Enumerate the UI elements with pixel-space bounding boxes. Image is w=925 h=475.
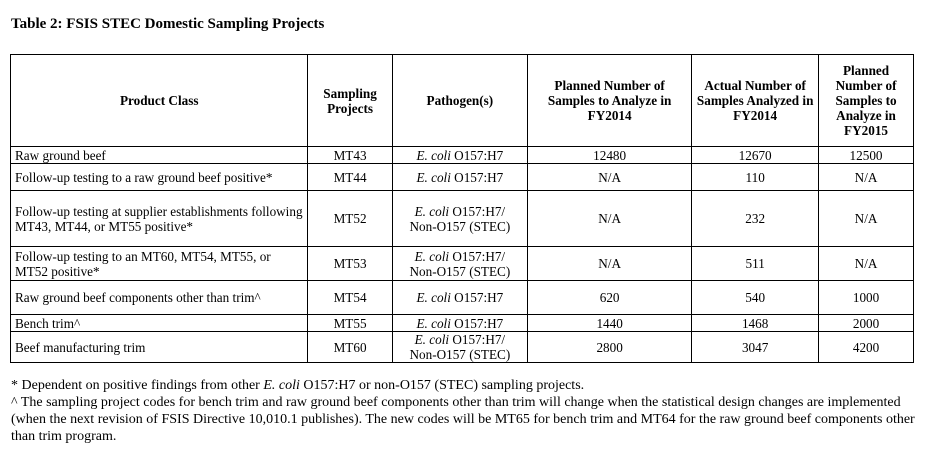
pathogen-italic: E. coli — [416, 315, 451, 331]
header-planned-fy2014: Planned Number of Samples to Analyze in FY2014 — [528, 55, 692, 147]
cell-actual-fy2014: 12670 — [692, 147, 819, 164]
footnote-1-italic: E. coli — [263, 378, 300, 393]
cell-actual-fy2014: 511 — [692, 247, 819, 281]
pathogen-rest: O157:H7 — [450, 290, 504, 305]
pathogen-rest: O157:H7/ — [449, 248, 506, 264]
cell-pathogen — [392, 281, 527, 315]
pathogen-italic: E. coli — [416, 147, 451, 163]
pathogen-italic: E. coli — [414, 203, 450, 219]
cell-pathogen — [392, 147, 527, 164]
cell-product-class: Raw ground beef components other than trim^ — [11, 281, 308, 315]
cell-planned-fy2015: N/A — [819, 191, 914, 247]
cell-sampling-project: MT60 — [308, 332, 392, 363]
pathogen-rest: O157:H7 — [450, 315, 504, 331]
cell-planned-fy2015: N/A — [819, 247, 914, 281]
pathogen-rest: O157:H7 — [450, 147, 504, 163]
cell-product-class: Follow-up testing to a raw ground beef positive* — [11, 164, 308, 191]
table-row — [11, 164, 914, 191]
pathogen-italic: E. coli — [416, 169, 451, 185]
cell-planned-fy2014: 2800 — [528, 332, 692, 363]
cell-planned-fy2015: N/A — [819, 164, 914, 191]
table-row — [11, 191, 914, 247]
footnote-1-prefix: * Dependent on positive findings from other — [11, 378, 264, 393]
cell-planned-fy2015: 1000 — [819, 281, 914, 315]
cell-actual-fy2014: 540 — [692, 281, 819, 315]
cell-sampling-project: MT54 — [308, 281, 392, 315]
header-sampling-projects: Sampling Projects — [308, 55, 392, 147]
cell-actual-fy2014: 232 — [692, 191, 819, 247]
cell-planned-fy2014: N/A — [528, 164, 692, 191]
stec-sampling-table — [10, 54, 914, 363]
pathogen-italic: E. coli — [416, 290, 451, 305]
pathogen-line2: Non-O157 (STEC) — [409, 263, 511, 279]
table-row — [11, 281, 914, 315]
cell-planned-fy2015: 4200 — [819, 332, 914, 363]
cell-sampling-project: MT53 — [308, 247, 392, 281]
pathogen-italic: E. coli — [414, 248, 450, 264]
pathogen-rest: O157:H7 — [450, 169, 504, 185]
header-pathogen: Pathogen(s) — [392, 55, 527, 147]
cell-planned-fy2014: 1440 — [528, 315, 692, 332]
cell-actual-fy2014: 1468 — [692, 315, 819, 332]
table-row — [11, 247, 914, 281]
footnote-project-codes: ^ The sampling project codes for bench trim and raw ground beef components other than trim will change when the statistical design changes are implemented (when the next revision of FSIS Directive 10,010.1 publishes). The new codes will be MT65 for bench trim and MT64 for the raw ground beef components other than trim program. — [11, 395, 915, 444]
cell-product-class: Bench trim^ — [11, 315, 308, 332]
cell-pathogen — [392, 191, 527, 247]
table-row — [11, 315, 914, 332]
cell-product-class: Follow-up testing at supplier establishments following MT43, MT44, or MT55 positive* — [11, 191, 308, 247]
cell-planned-fy2015: 2000 — [819, 315, 914, 332]
table-title: Table 2: FSIS STEC Domestic Sampling Projects — [11, 16, 325, 32]
cell-planned-fy2014: 12480 — [528, 147, 692, 164]
pathogen-line2: Non-O157 (STEC) — [409, 218, 511, 234]
table-header-row — [11, 55, 914, 147]
cell-planned-fy2015: 12500 — [819, 147, 914, 164]
cell-pathogen — [392, 164, 527, 191]
cell-actual-fy2014: 110 — [692, 164, 819, 191]
cell-actual-fy2014: 3047 — [692, 332, 819, 363]
cell-pathogen — [392, 315, 527, 332]
cell-pathogen — [392, 332, 527, 363]
header-product-class: Product Class — [11, 55, 308, 147]
table-row — [11, 332, 914, 363]
cell-product-class: Beef manufacturing trim — [11, 332, 308, 363]
table-row — [11, 147, 914, 164]
cell-planned-fy2014: N/A — [528, 191, 692, 247]
header-planned-fy2015: Planned Number of Samples to Analyze in FY2015 — [819, 55, 914, 147]
cell-sampling-project: MT52 — [308, 191, 392, 247]
cell-sampling-project: MT44 — [308, 164, 392, 191]
cell-sampling-project: MT43 — [308, 147, 392, 164]
pathogen-rest: O157:H7/ — [449, 332, 506, 347]
footnote-dependent — [11, 377, 916, 394]
cell-product-class: Raw ground beef — [11, 147, 308, 164]
cell-product-class: Follow-up testing to an MT60, MT54, MT55, or MT52 positive* — [11, 247, 308, 281]
header-actual-fy2014: Actual Number of Samples Analyzed in FY2014 — [692, 55, 819, 147]
pathogen-line2: Non-O157 (STEC) — [409, 347, 511, 362]
footnote-1-suffix: O157:H7 or non-O157 (STEC) sampling projects. — [299, 378, 585, 393]
cell-pathogen — [392, 247, 527, 281]
footnotes — [11, 377, 916, 445]
pathogen-rest: O157:H7/ — [449, 203, 506, 219]
table-body — [11, 147, 914, 363]
cell-planned-fy2014: N/A — [528, 247, 692, 281]
pathogen-italic: E. coli — [414, 332, 450, 347]
cell-sampling-project: MT55 — [308, 315, 392, 332]
cell-planned-fy2014: 620 — [528, 281, 692, 315]
